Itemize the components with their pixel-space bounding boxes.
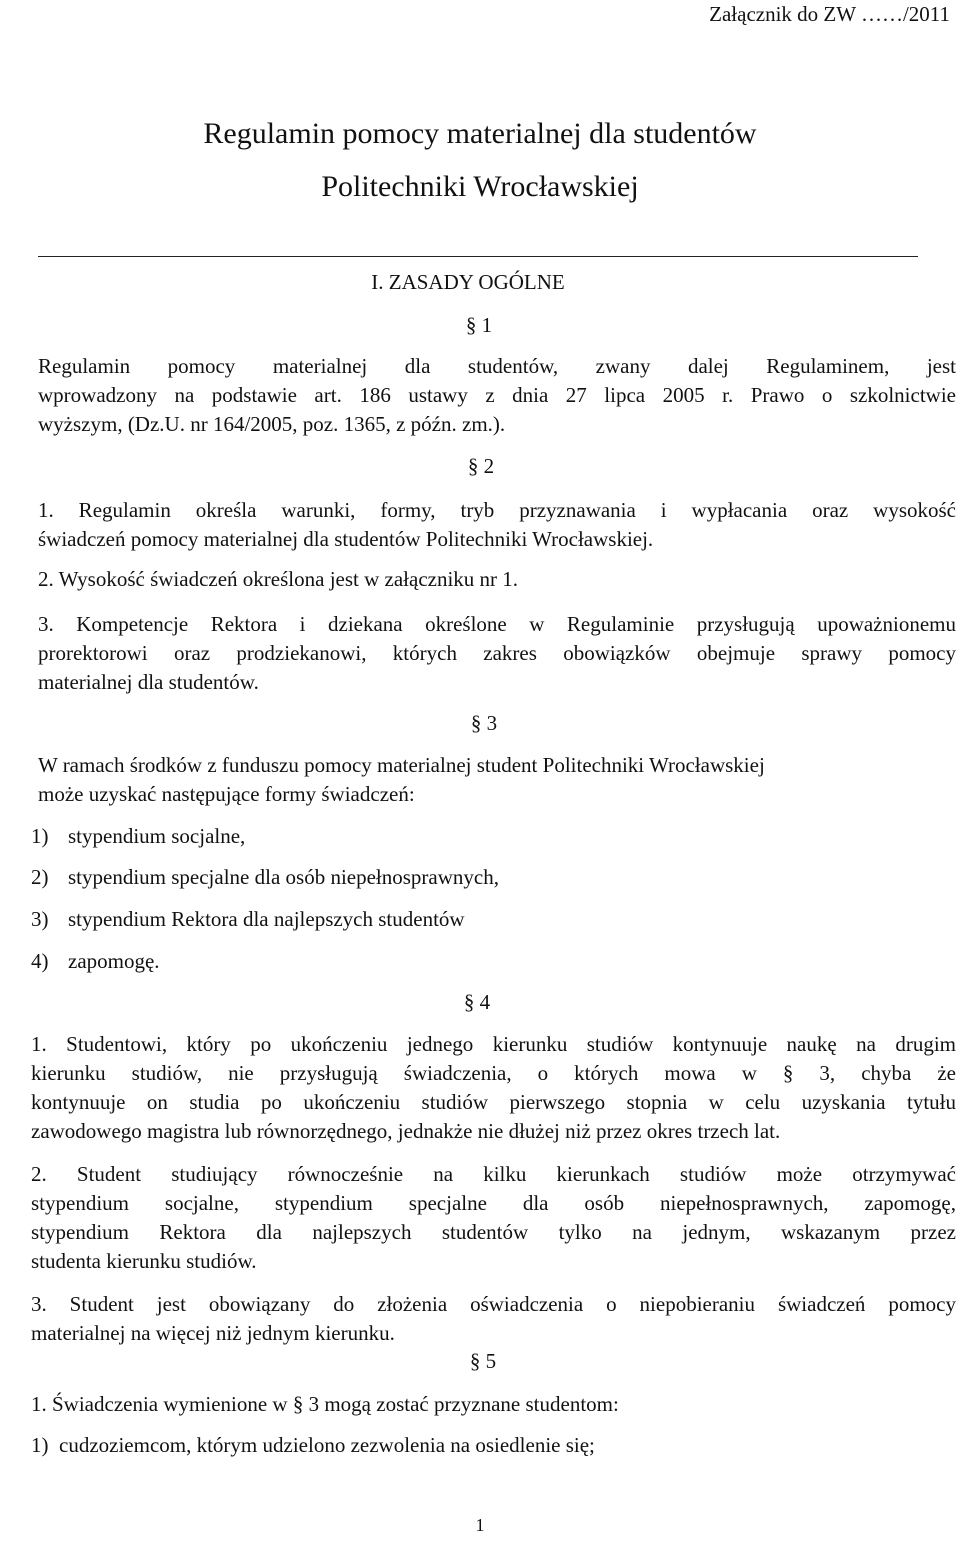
list-item: 2) stypendium specjalne dla osób niepełnosprawnych, xyxy=(31,865,499,889)
page-number: 1 xyxy=(475,1515,485,1535)
text-line: stypendium Rektora dla najlepszych studentów tylko na jednym, wskazanym przez xyxy=(31,1220,956,1244)
section-5-point-1: 1. Świadczenia wymienione w § 3 mogą zostać przyznane studentom: xyxy=(31,1392,619,1416)
section-4-point-1 xyxy=(31,1030,956,1146)
section-1-label: § 1 xyxy=(465,313,493,337)
document-title-line-2: Politechniki Wrocławskiej xyxy=(321,170,639,203)
section-2-point-2: 2. Wysokość świadczeń określona jest w załączniku nr 1. xyxy=(38,567,519,591)
list-item: 4) zapomogę. xyxy=(31,949,160,973)
text-line: materialnej na więcej niż jednym kierunku. xyxy=(31,1321,395,1345)
title-divider xyxy=(38,256,918,257)
section-4-label: § 4 xyxy=(463,990,491,1014)
document-title-line-1: Regulamin pomocy materialnej dla studentów xyxy=(203,117,757,150)
text-line: 3. Kompetencje Rektora i dziekana określone w Regulaminie przysługują upoważnionemu xyxy=(38,612,956,636)
text-line: Regulamin pomocy materialnej dla studentów, zwany dalej Regulaminem, jest xyxy=(38,354,956,378)
text-line: 3. Student jest obowiązany do złożenia oświadczenia o niepobieraniu świadczeń pomocy xyxy=(31,1292,956,1316)
list-item: 1) stypendium socjalne, xyxy=(31,824,246,848)
chapter-heading: I. ZASADY OGÓLNE xyxy=(371,270,565,294)
section-5-label: § 5 xyxy=(469,1349,497,1373)
text-line: 1. Studentowi, który po ukończeniu jednego kierunku studiów kontynuuje naukę na drugim xyxy=(31,1032,956,1056)
text-line: prorektorowi oraz prodziekanowi, których zakres obowiązków obejmuje sprawy pomocy xyxy=(38,641,956,665)
section-4-point-3 xyxy=(31,1290,956,1348)
section-5-item-1: 1) cudzoziemcom, którym udzielono zezwolenia na osiedlenie się; xyxy=(31,1433,595,1457)
text-line: wyższym, (Dz.U. nr 164/2005, poz. 1365, z późn. zm.). xyxy=(38,412,506,436)
list-item: 3) stypendium Rektora dla najlepszych studentów xyxy=(31,907,465,931)
text-line: studenta kierunku studiów. xyxy=(31,1249,257,1273)
text-line: zawodowego magistra lub równorzędnego, jednakże nie dłużej niż przez okres trzech lat. xyxy=(31,1119,781,1143)
text-line: materialnej dla studentów. xyxy=(38,670,259,694)
section-2-point-3 xyxy=(38,610,956,697)
section-3-label: § 3 xyxy=(470,711,498,735)
text-line: świadczeń pomocy materialnej dla studentów Politechniki Wrocławskiej. xyxy=(38,527,654,551)
section-2-point-1 xyxy=(38,496,956,554)
text-line: kontynuuje on studia po ukończeniu studiów pierwszego stopnia w celu uzyskania tytułu xyxy=(31,1090,956,1114)
text-line: stypendium socjalne, stypendium specjalne dla osób niepełnosprawnych, zapomogę, xyxy=(31,1191,956,1215)
text-line: 1. Regulamin określa warunki, formy, tryb przyznawania i wypłacania oraz wysokość xyxy=(38,498,956,522)
text-line: może uzyskać następujące formy świadczeń: xyxy=(38,782,415,806)
section-3-intro xyxy=(38,751,888,809)
attachment-header: Załącznik do ZW ……/2011 xyxy=(709,2,950,26)
section-2-label: § 2 xyxy=(467,454,495,478)
text-line: kierunku studiów, nie przysługują świadczenia, o których mowa w § 3, chyba że xyxy=(31,1061,956,1085)
text-line: 2. Student studiujący równocześnie na kilku kierunkach studiów może otrzymywać xyxy=(31,1162,956,1186)
section-1-text xyxy=(38,352,956,439)
text-line: W ramach środków z funduszu pomocy materialnej student Politechniki Wrocławskiej xyxy=(38,753,765,777)
text-line: wprowadzony na podstawie art. 186 ustawy z dnia 27 lipca 2005 r. Prawo o szkolnictwie xyxy=(38,383,956,407)
section-4-point-2 xyxy=(31,1160,956,1276)
